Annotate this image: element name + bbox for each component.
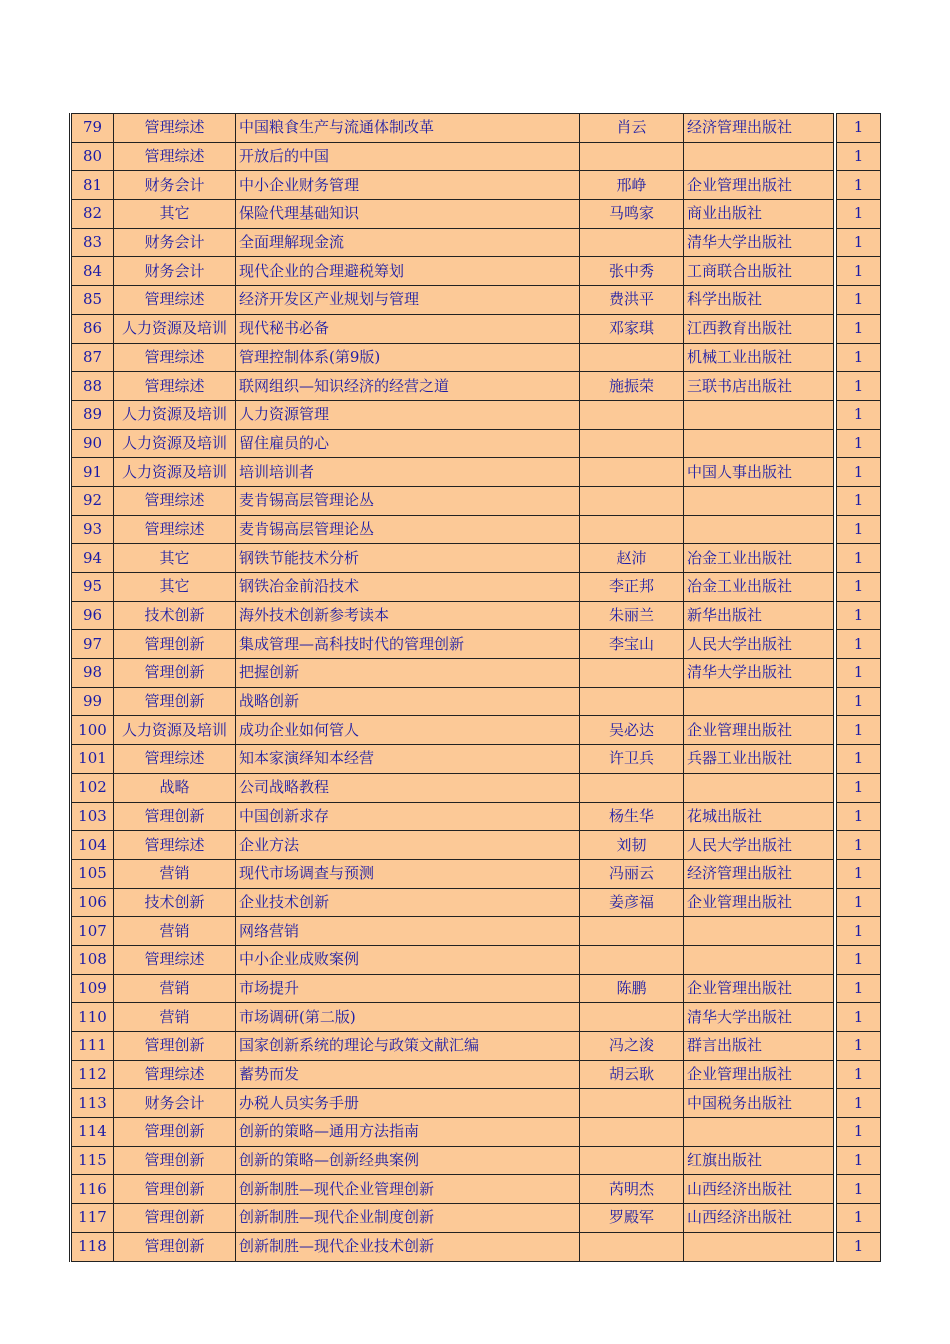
row-number-cell[interactable]: 113 — [71, 1089, 114, 1118]
book-title-cell[interactable]: 留住雇员的心 — [236, 429, 580, 458]
table-row — [71, 544, 881, 573]
row-number-cell[interactable]: 96 — [71, 601, 114, 630]
quantity-cell[interactable]: 1 — [837, 1204, 881, 1233]
author-cell[interactable]: 李正邦 — [580, 573, 684, 602]
author-cell[interactable]: 杨生华 — [580, 802, 684, 831]
quantity-cell[interactable]: 1 — [837, 142, 881, 171]
author-cell[interactable] — [580, 1232, 684, 1261]
row-number-cell[interactable]: 118 — [71, 1232, 114, 1261]
book-title-cell[interactable]: 公司战略教程 — [236, 773, 580, 802]
category-cell[interactable]: 管理综述 — [114, 1060, 236, 1089]
category-cell[interactable]: 管理创新 — [114, 1146, 236, 1175]
table-row — [71, 486, 881, 515]
quantity-cell[interactable]: 1 — [837, 1003, 881, 1032]
table-row — [71, 1032, 881, 1061]
quantity-cell[interactable]: 1 — [837, 1232, 881, 1261]
publisher-cell[interactable]: 企业管理出版社 — [684, 1060, 834, 1089]
row-number-cell[interactable]: 83 — [71, 228, 114, 257]
row-number-cell[interactable]: 116 — [71, 1175, 114, 1204]
table-row — [71, 945, 881, 974]
quantity-cell[interactable]: 1 — [837, 1089, 881, 1118]
author-cell[interactable]: 张中秀 — [580, 257, 684, 286]
author-cell[interactable]: 陈鹏 — [580, 974, 684, 1003]
row-number-cell[interactable]: 101 — [71, 745, 114, 774]
quantity-cell[interactable]: 1 — [837, 372, 881, 401]
row-number-cell[interactable]: 108 — [71, 945, 114, 974]
row-number-cell[interactable]: 85 — [71, 286, 114, 315]
quantity-cell[interactable]: 1 — [837, 1060, 881, 1089]
table-row — [71, 171, 881, 200]
category-cell[interactable]: 人力资源及培训 — [114, 716, 236, 745]
category-cell[interactable]: 财务会计 — [114, 1089, 236, 1118]
row-number-cell[interactable]: 112 — [71, 1060, 114, 1089]
quantity-cell[interactable]: 1 — [837, 286, 881, 315]
book-title-cell[interactable]: 把握创新 — [236, 659, 580, 688]
quantity-cell[interactable]: 1 — [837, 400, 881, 429]
category-cell[interactable]: 管理创新 — [114, 1118, 236, 1147]
category-cell[interactable]: 管理创新 — [114, 687, 236, 716]
row-number-cell[interactable]: 106 — [71, 888, 114, 917]
book-title-cell[interactable]: 开放后的中国 — [236, 142, 580, 171]
book-title-cell[interactable]: 联网组织—知识经济的经营之道 — [236, 372, 580, 401]
category-cell[interactable]: 管理综述 — [114, 945, 236, 974]
table-row — [71, 687, 881, 716]
table-row — [71, 859, 881, 888]
book-title-cell[interactable]: 市场调研(第二版) — [236, 1003, 580, 1032]
book-title-cell[interactable]: 钢铁节能技术分析 — [236, 544, 580, 573]
category-cell[interactable]: 其它 — [114, 573, 236, 602]
row-number-cell[interactable]: 82 — [71, 200, 114, 229]
quantity-cell[interactable]: 1 — [837, 1118, 881, 1147]
publisher-cell[interactable] — [684, 400, 834, 429]
quantity-cell[interactable]: 1 — [837, 114, 881, 143]
publisher-cell[interactable]: 经济管理出版社 — [684, 859, 834, 888]
table-body — [71, 114, 881, 1262]
row-number-cell[interactable]: 93 — [71, 515, 114, 544]
publisher-cell[interactable] — [684, 773, 834, 802]
row-number-cell[interactable]: 98 — [71, 659, 114, 688]
row-number-cell[interactable]: 103 — [71, 802, 114, 831]
quantity-cell[interactable]: 1 — [837, 601, 881, 630]
publisher-cell[interactable] — [684, 1118, 834, 1147]
table-row — [71, 716, 881, 745]
quantity-cell[interactable]: 1 — [837, 974, 881, 1003]
author-cell[interactable] — [580, 1089, 684, 1118]
author-cell[interactable] — [580, 343, 684, 372]
quantity-cell[interactable]: 1 — [837, 515, 881, 544]
row-number-cell[interactable]: 91 — [71, 458, 114, 487]
publisher-cell[interactable]: 机械工业出版社 — [684, 343, 834, 372]
author-cell[interactable] — [580, 400, 684, 429]
publisher-cell[interactable] — [684, 429, 834, 458]
book-title-cell[interactable]: 网络营销 — [236, 917, 580, 946]
category-cell[interactable]: 管理创新 — [114, 1032, 236, 1061]
book-title-cell[interactable]: 国家创新系统的理论与政策文献汇编 — [236, 1032, 580, 1061]
publisher-cell[interactable] — [684, 687, 834, 716]
table-row — [71, 1146, 881, 1175]
quantity-cell[interactable]: 1 — [837, 257, 881, 286]
author-cell[interactable]: 费洪平 — [580, 286, 684, 315]
row-number-cell[interactable]: 117 — [71, 1204, 114, 1233]
category-cell[interactable]: 财务会计 — [114, 171, 236, 200]
publisher-cell[interactable]: 清华大学出版社 — [684, 1003, 834, 1032]
quantity-cell[interactable]: 1 — [837, 1175, 881, 1204]
author-cell[interactable]: 赵沛 — [580, 544, 684, 573]
row-number-cell[interactable]: 88 — [71, 372, 114, 401]
publisher-cell[interactable] — [684, 515, 834, 544]
author-cell[interactable]: 李宝山 — [580, 630, 684, 659]
table-row — [71, 257, 881, 286]
category-cell[interactable]: 管理综述 — [114, 486, 236, 515]
row-number-cell[interactable]: 80 — [71, 142, 114, 171]
book-title-cell[interactable]: 企业方法 — [236, 831, 580, 860]
table-row — [71, 429, 881, 458]
quantity-cell[interactable]: 1 — [837, 659, 881, 688]
publisher-cell[interactable]: 花城出版社 — [684, 802, 834, 831]
publisher-cell[interactable]: 山西经济出版社 — [684, 1204, 834, 1233]
table-row — [71, 1003, 881, 1032]
table-row — [71, 286, 881, 315]
category-cell[interactable]: 技术创新 — [114, 888, 236, 917]
author-cell[interactable]: 芮明杰 — [580, 1175, 684, 1204]
row-number-cell[interactable]: 115 — [71, 1146, 114, 1175]
category-cell[interactable]: 管理综述 — [114, 831, 236, 860]
author-cell[interactable] — [580, 228, 684, 257]
publisher-cell[interactable]: 企业管理出版社 — [684, 716, 834, 745]
publisher-cell[interactable] — [684, 917, 834, 946]
category-cell[interactable]: 营销 — [114, 859, 236, 888]
book-title-cell[interactable]: 战略创新 — [236, 687, 580, 716]
category-cell[interactable]: 管理综述 — [114, 142, 236, 171]
row-number-cell[interactable]: 81 — [71, 171, 114, 200]
publisher-cell[interactable]: 企业管理出版社 — [684, 888, 834, 917]
publisher-cell[interactable]: 清华大学出版社 — [684, 228, 834, 257]
author-cell[interactable]: 胡云耿 — [580, 1060, 684, 1089]
category-cell[interactable]: 人力资源及培训 — [114, 458, 236, 487]
table-row — [71, 400, 881, 429]
book-title-cell[interactable]: 经济开发区产业规划与管理 — [236, 286, 580, 315]
book-title-cell[interactable]: 市场提升 — [236, 974, 580, 1003]
quantity-cell[interactable]: 1 — [837, 859, 881, 888]
quantity-cell[interactable]: 1 — [837, 429, 881, 458]
publisher-cell[interactable]: 冶金工业出版社 — [684, 573, 834, 602]
author-cell[interactable] — [580, 917, 684, 946]
category-cell[interactable]: 管理创新 — [114, 1175, 236, 1204]
book-list-table — [69, 113, 881, 1262]
publisher-cell[interactable]: 群言出版社 — [684, 1032, 834, 1061]
category-cell[interactable]: 财务会计 — [114, 257, 236, 286]
category-cell[interactable]: 管理创新 — [114, 659, 236, 688]
publisher-cell[interactable]: 人民大学出版社 — [684, 630, 834, 659]
quantity-cell[interactable]: 1 — [837, 486, 881, 515]
publisher-cell[interactable]: 新华出版社 — [684, 601, 834, 630]
quantity-cell[interactable]: 1 — [837, 573, 881, 602]
book-title-cell[interactable]: 海外技术创新参考读本 — [236, 601, 580, 630]
publisher-cell[interactable]: 山西经济出版社 — [684, 1175, 834, 1204]
row-number-cell[interactable]: 102 — [71, 773, 114, 802]
author-cell[interactable]: 马鸣家 — [580, 200, 684, 229]
table-row — [71, 1060, 881, 1089]
author-cell[interactable] — [580, 458, 684, 487]
author-cell[interactable]: 冯之浚 — [580, 1032, 684, 1061]
publisher-cell[interactable]: 兵器工业出版社 — [684, 745, 834, 774]
table-row — [71, 458, 881, 487]
book-title-cell[interactable]: 创新制胜—现代企业管理创新 — [236, 1175, 580, 1204]
quantity-cell[interactable]: 1 — [837, 888, 881, 917]
table-row — [71, 1118, 881, 1147]
category-cell[interactable]: 管理创新 — [114, 802, 236, 831]
table-row — [71, 1175, 881, 1204]
category-cell[interactable]: 营销 — [114, 1003, 236, 1032]
publisher-cell[interactable]: 三联书店出版社 — [684, 372, 834, 401]
category-cell[interactable]: 营销 — [114, 974, 236, 1003]
row-number-cell[interactable]: 79 — [71, 114, 114, 143]
row-number-cell[interactable]: 111 — [71, 1032, 114, 1061]
publisher-cell[interactable] — [684, 945, 834, 974]
book-title-cell[interactable]: 现代秘书必备 — [236, 314, 580, 343]
quantity-cell[interactable]: 1 — [837, 716, 881, 745]
table-row — [71, 974, 881, 1003]
publisher-cell[interactable]: 科学出版社 — [684, 286, 834, 315]
category-cell[interactable]: 管理创新 — [114, 630, 236, 659]
quantity-cell[interactable]: 1 — [837, 945, 881, 974]
book-title-cell[interactable]: 创新制胜—现代企业技术创新 — [236, 1232, 580, 1261]
category-cell[interactable]: 管理综述 — [114, 343, 236, 372]
table-row — [71, 1089, 881, 1118]
row-number-cell[interactable]: 86 — [71, 314, 114, 343]
book-title-cell[interactable]: 蓄势而发 — [236, 1060, 580, 1089]
book-title-cell[interactable]: 麦肯锡高层管理论丛 — [236, 515, 580, 544]
quantity-cell[interactable]: 1 — [837, 773, 881, 802]
book-title-cell[interactable]: 创新制胜—现代企业制度创新 — [236, 1204, 580, 1233]
author-cell[interactable]: 刘韧 — [580, 831, 684, 860]
author-cell[interactable]: 邢峥 — [580, 171, 684, 200]
table-row — [71, 114, 881, 143]
author-cell[interactable] — [580, 515, 684, 544]
row-number-cell[interactable]: 107 — [71, 917, 114, 946]
publisher-cell[interactable] — [684, 1232, 834, 1261]
category-cell[interactable]: 管理创新 — [114, 1204, 236, 1233]
table-row — [71, 659, 881, 688]
publisher-cell[interactable]: 工商联合出版社 — [684, 257, 834, 286]
category-cell[interactable]: 技术创新 — [114, 601, 236, 630]
table-row — [71, 601, 881, 630]
publisher-cell[interactable]: 商业出版社 — [684, 200, 834, 229]
row-number-cell[interactable]: 90 — [71, 429, 114, 458]
table-row — [71, 200, 881, 229]
book-title-cell[interactable]: 现代市场调查与预测 — [236, 859, 580, 888]
quantity-cell[interactable]: 1 — [837, 745, 881, 774]
quantity-cell[interactable]: 1 — [837, 917, 881, 946]
book-title-cell[interactable]: 中小企业成败案例 — [236, 945, 580, 974]
row-number-cell[interactable]: 89 — [71, 400, 114, 429]
book-title-cell[interactable]: 管理控制体系(第9版) — [236, 343, 580, 372]
publisher-cell[interactable]: 冶金工业出版社 — [684, 544, 834, 573]
category-cell[interactable]: 其它 — [114, 200, 236, 229]
row-number-cell[interactable]: 95 — [71, 573, 114, 602]
table-row — [71, 831, 881, 860]
category-cell[interactable]: 营销 — [114, 917, 236, 946]
publisher-cell[interactable]: 清华大学出版社 — [684, 659, 834, 688]
book-title-cell[interactable]: 钢铁冶金前沿技术 — [236, 573, 580, 602]
author-cell[interactable]: 罗殿军 — [580, 1204, 684, 1233]
table-row — [71, 228, 881, 257]
author-cell[interactable] — [580, 687, 684, 716]
quantity-cell[interactable]: 1 — [837, 200, 881, 229]
row-number-cell[interactable]: 114 — [71, 1118, 114, 1147]
quantity-cell[interactable]: 1 — [837, 687, 881, 716]
publisher-cell[interactable]: 企业管理出版社 — [684, 171, 834, 200]
row-number-cell[interactable]: 104 — [71, 831, 114, 860]
row-number-cell[interactable]: 97 — [71, 630, 114, 659]
author-cell[interactable] — [580, 659, 684, 688]
quantity-cell[interactable]: 1 — [837, 544, 881, 573]
publisher-cell[interactable]: 中国税务出版社 — [684, 1089, 834, 1118]
table-row — [71, 515, 881, 544]
author-cell[interactable] — [580, 486, 684, 515]
book-title-cell[interactable]: 集成管理—高科技时代的管理创新 — [236, 630, 580, 659]
publisher-cell[interactable]: 红旗出版社 — [684, 1146, 834, 1175]
book-title-cell[interactable]: 人力资源管理 — [236, 400, 580, 429]
author-cell[interactable]: 姜彦福 — [580, 888, 684, 917]
book-title-cell[interactable]: 培训培训者 — [236, 458, 580, 487]
table-row — [71, 917, 881, 946]
category-cell[interactable]: 管理综述 — [114, 372, 236, 401]
table-row — [71, 372, 881, 401]
category-cell[interactable]: 人力资源及培训 — [114, 400, 236, 429]
book-title-cell[interactable]: 中国粮食生产与流通体制改革 — [236, 114, 580, 143]
author-cell[interactable]: 肖云 — [580, 114, 684, 143]
quantity-cell[interactable]: 1 — [837, 802, 881, 831]
category-cell[interactable]: 人力资源及培训 — [114, 314, 236, 343]
book-title-cell[interactable]: 创新的策略—创新经典案例 — [236, 1146, 580, 1175]
table-row — [71, 573, 881, 602]
publisher-cell[interactable]: 江西教育出版社 — [684, 314, 834, 343]
author-cell[interactable] — [580, 945, 684, 974]
author-cell[interactable] — [580, 773, 684, 802]
row-number-cell[interactable]: 94 — [71, 544, 114, 573]
quantity-cell[interactable]: 1 — [837, 171, 881, 200]
row-number-cell[interactable]: 105 — [71, 859, 114, 888]
quantity-cell[interactable]: 1 — [837, 314, 881, 343]
table-row — [71, 888, 881, 917]
table-row — [71, 314, 881, 343]
table-row — [71, 773, 881, 802]
book-title-cell[interactable]: 企业技术创新 — [236, 888, 580, 917]
author-cell[interactable] — [580, 142, 684, 171]
table-row — [71, 142, 881, 171]
book-title-cell[interactable]: 现代企业的合理避税筹划 — [236, 257, 580, 286]
author-cell[interactable]: 施振荣 — [580, 372, 684, 401]
publisher-cell[interactable] — [684, 142, 834, 171]
table-row — [71, 1204, 881, 1233]
row-number-cell[interactable]: 110 — [71, 1003, 114, 1032]
book-title-cell[interactable]: 创新的策略—通用方法指南 — [236, 1118, 580, 1147]
quantity-cell[interactable]: 1 — [837, 458, 881, 487]
book-title-cell[interactable]: 成功企业如何管人 — [236, 716, 580, 745]
table-row — [71, 343, 881, 372]
category-cell[interactable]: 管理综述 — [114, 114, 236, 143]
quantity-cell[interactable]: 1 — [837, 831, 881, 860]
author-cell[interactable] — [580, 1118, 684, 1147]
quantity-cell[interactable]: 1 — [837, 1032, 881, 1061]
author-cell[interactable]: 朱丽兰 — [580, 601, 684, 630]
category-cell[interactable]: 管理创新 — [114, 1232, 236, 1261]
publisher-cell[interactable]: 经济管理出版社 — [684, 114, 834, 143]
category-cell[interactable]: 管理综述 — [114, 286, 236, 315]
row-number-cell[interactable]: 92 — [71, 486, 114, 515]
book-title-cell[interactable]: 知本家演绎知本经营 — [236, 745, 580, 774]
author-cell[interactable]: 邓家琪 — [580, 314, 684, 343]
book-title-cell[interactable]: 办税人员实务手册 — [236, 1089, 580, 1118]
row-number-cell[interactable]: 84 — [71, 257, 114, 286]
category-cell[interactable]: 管理综述 — [114, 515, 236, 544]
author-cell[interactable] — [580, 1003, 684, 1032]
publisher-cell[interactable]: 人民大学出版社 — [684, 831, 834, 860]
book-title-cell[interactable]: 中国创新求存 — [236, 802, 580, 831]
author-cell[interactable] — [580, 429, 684, 458]
row-number-cell[interactable]: 87 — [71, 343, 114, 372]
book-title-cell[interactable]: 中小企业财务管理 — [236, 171, 580, 200]
category-cell[interactable]: 管理综述 — [114, 745, 236, 774]
quantity-cell[interactable]: 1 — [837, 343, 881, 372]
category-cell[interactable]: 财务会计 — [114, 228, 236, 257]
publisher-cell[interactable]: 企业管理出版社 — [684, 974, 834, 1003]
category-cell[interactable]: 战略 — [114, 773, 236, 802]
book-title-cell[interactable]: 保险代理基础知识 — [236, 200, 580, 229]
table-row — [71, 630, 881, 659]
author-cell[interactable]: 吴必达 — [580, 716, 684, 745]
category-cell[interactable]: 其它 — [114, 544, 236, 573]
author-cell[interactable]: 许卫兵 — [580, 745, 684, 774]
quantity-cell[interactable]: 1 — [837, 630, 881, 659]
author-cell[interactable]: 冯丽云 — [580, 859, 684, 888]
quantity-cell[interactable]: 1 — [837, 228, 881, 257]
publisher-cell[interactable]: 中国人事出版社 — [684, 458, 834, 487]
category-cell[interactable]: 人力资源及培训 — [114, 429, 236, 458]
table-row — [71, 802, 881, 831]
publisher-cell[interactable] — [684, 486, 834, 515]
row-number-cell[interactable]: 99 — [71, 687, 114, 716]
table-row — [71, 1232, 881, 1261]
book-title-cell[interactable]: 全面理解现金流 — [236, 228, 580, 257]
quantity-cell[interactable]: 1 — [837, 1146, 881, 1175]
table-row — [71, 745, 881, 774]
row-number-cell[interactable]: 100 — [71, 716, 114, 745]
author-cell[interactable] — [580, 1146, 684, 1175]
book-title-cell[interactable]: 麦肯锡高层管理论丛 — [236, 486, 580, 515]
row-number-cell[interactable]: 109 — [71, 974, 114, 1003]
